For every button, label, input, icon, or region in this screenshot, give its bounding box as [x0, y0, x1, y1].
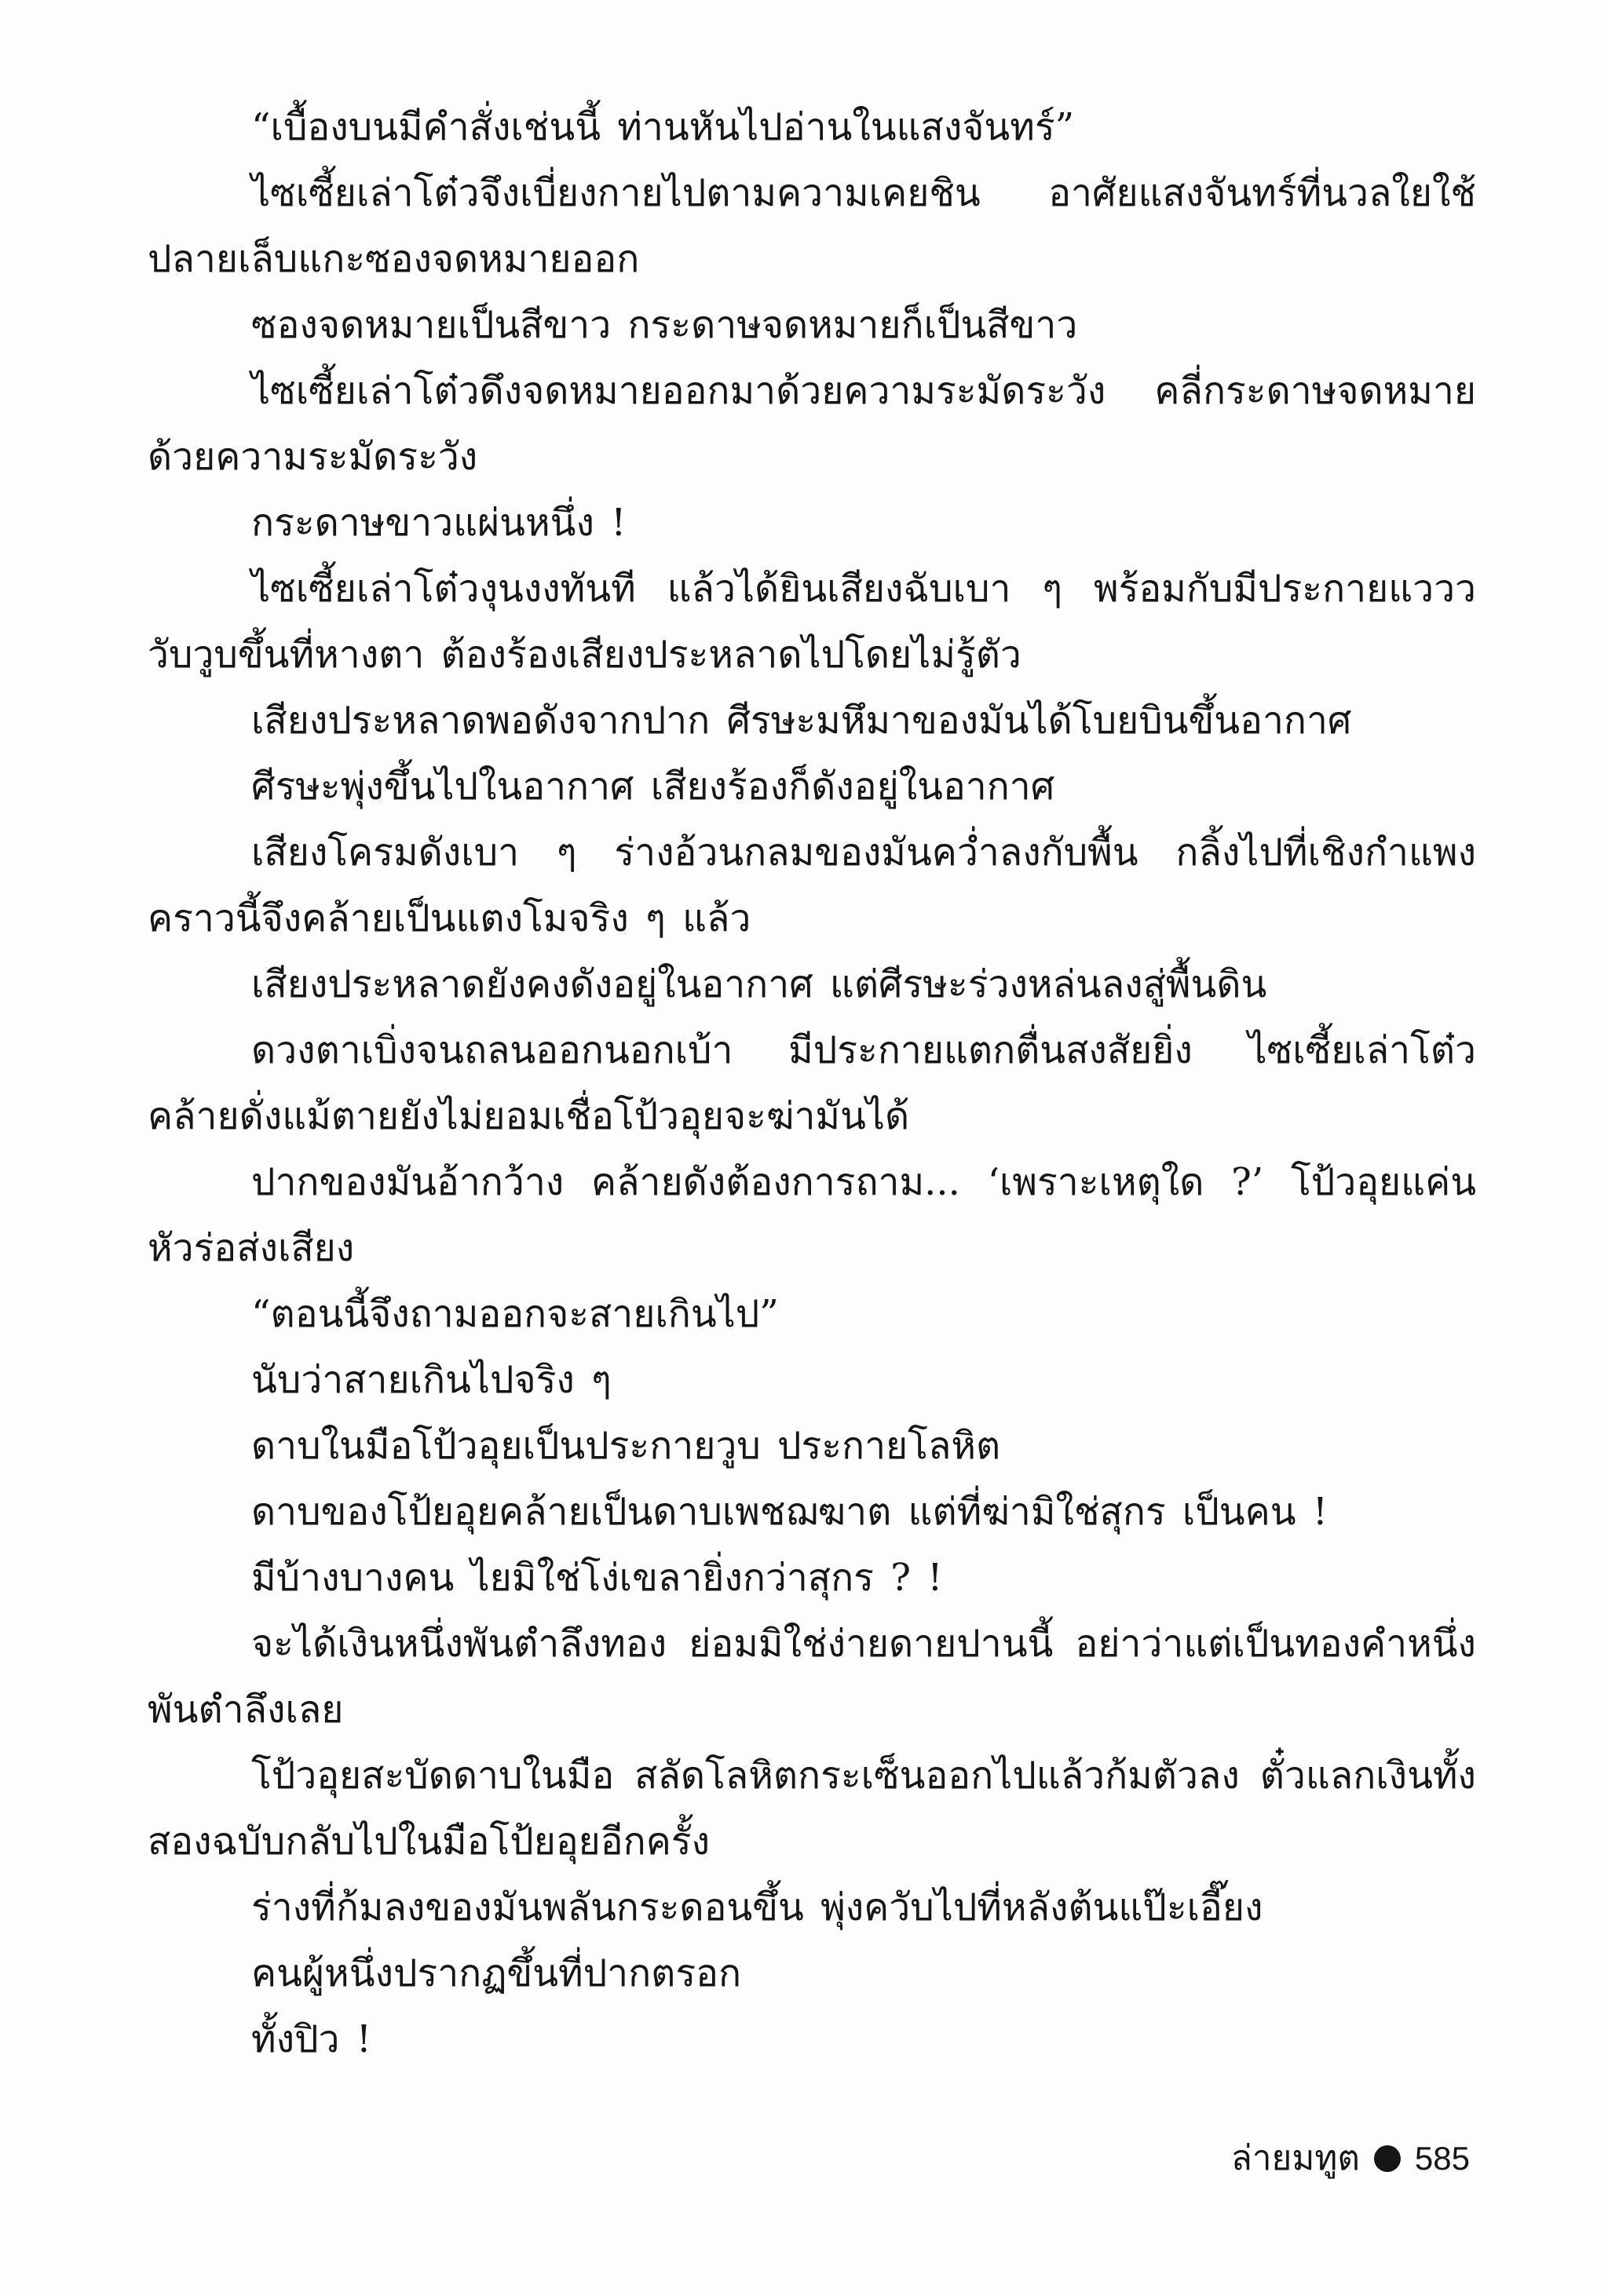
- paragraph: ปากของมันอ้ากว้าง คล้ายดังต้องการถาม... ‘เพราะเหตุใด ?’ โป้วอุยแค่นหัวร่อส่งเสียง: [148, 1160, 1476, 1270]
- bullet-icon: [1374, 2145, 1401, 2172]
- paragraph: เสียงประหลาดพอดังจากปาก ศีรษะมหึมาของมันได้โบยบินขึ้นอากาศ: [251, 699, 1352, 743]
- paragraph: เสียงประหลาดยังคงดังอยู่ในอากาศ แต่ศีรษะร่วงหล่นลงสู่พื้นดิน: [251, 962, 1267, 1006]
- book-title: ล่ายมทูต: [1230, 2138, 1360, 2178]
- paragraph: นับว่าสายเกินไปจริง ๆ: [251, 1358, 612, 1402]
- paragraph: มีบ้างบางคน ไยมิใช่โง่เขลายิ่งกว่าสุกร ? !: [251, 1556, 943, 1600]
- paragraph: ไซเซี้ยเล่าโต๋วดึงจดหมายออกมาด้วยความระมัดระวัง คลี่กระดาษจดหมายด้วยความระมัดระวัง: [148, 369, 1476, 479]
- page-number: 585: [1414, 2140, 1470, 2177]
- paragraph: โป้วอุยสะบัดดาบในมือ สลัดโลหิตกระเซ็นออกไปแล้วก้มตัวลง ตั๋วแลกเงินทั้งสองฉบับกลับไปในมือโป้ยอุยอีกครั้ง: [148, 1754, 1476, 1863]
- paragraph: ไซเซี้ยเล่าโต๋วจึงเบี่ยงกายไปตามความเคยชิน อาศัยแสงจันทร์ที่นวลใยใช้ปลายเล็บแกะซองจดหมายออก: [148, 171, 1476, 281]
- paragraph: “ตอนนี้จึงถามออกจะสายเกินไป”: [251, 1292, 779, 1336]
- paragraph: เสียงโครมดังเบา ๆ ร่างอ้วนกลมของมันคว่ำลงกับพื้น กลิ้งไปที่เชิงกำแพงคราวนี้จึงคล้ายเป็นแตงโมจริง ๆ แล้ว: [148, 830, 1476, 940]
- paragraph: คนผู้หนึ่งปรากฏขึ้นที่ปากตรอก: [251, 1951, 742, 1995]
- paragraph: ร่างที่ก้มลงของมันพลันกระดอนขึ้น พุ่งควับไปที่หลังต้นแป๊ะเอี๊ยง: [251, 1885, 1263, 1929]
- paragraph: ซองจดหมายเป็นสีขาว กระดาษจดหมายก็เป็นสีขาว: [251, 303, 1078, 347]
- paragraph: ไซเซี้ยเล่าโต๋วงุนงงทันที แล้วได้ยินเสียงฉับเบา ๆ พร้อมกับมีประกายแววววับวูบขึ้นที่หางตา ต้องร้องเสียงประหลาดไปโดยไม่รู้ตัว: [148, 567, 1476, 677]
- paragraph: กระดาษขาวแผ่นหนึ่ง !: [251, 501, 627, 545]
- paragraph: ศีรษะพุ่งขึ้นไปในอากาศ เสียงร้องก็ดังอยู่ในอากาศ: [251, 765, 1055, 809]
- paragraph: ดวงตาเบิ่งจนถลนออกนอกเบ้า มีประกายแตกตื่นสงสัยยิ่ง ไซเซี้ยเล่าโต๋วคล้ายดั่งแม้ตายยังไม่ยอมเชื่อโป้วอุยจะฆ่ามันได้: [148, 1028, 1476, 1138]
- paragraph: จะได้เงินหนึ่งพันตำลึงทอง ย่อมมิใช่ง่ายดายปานนี้ อย่าว่าแต่เป็นทองคำหนึ่งพันตำลึงเลย: [148, 1622, 1476, 1732]
- page-footer: [1231, 2135, 1470, 2182]
- body-text: [148, 94, 1476, 2072]
- paragraph: ดาบในมือโป้วอุยเป็นประกายวูบ ประกายโลหิต: [251, 1424, 1001, 1468]
- paragraph: ดาบของโป้ยอุยคล้ายเป็นดาบเพชฌฆาต แต่ที่ฆ่ามิใช่สุกร เป็นคน !: [251, 1490, 1328, 1534]
- paragraph: ทั้งปิว !: [251, 2017, 372, 2061]
- paragraph: “เบื้องบนมีคำสั่งเช่นนี้ ท่านหันไปอ่านในแสงจันทร์”: [251, 105, 1075, 149]
